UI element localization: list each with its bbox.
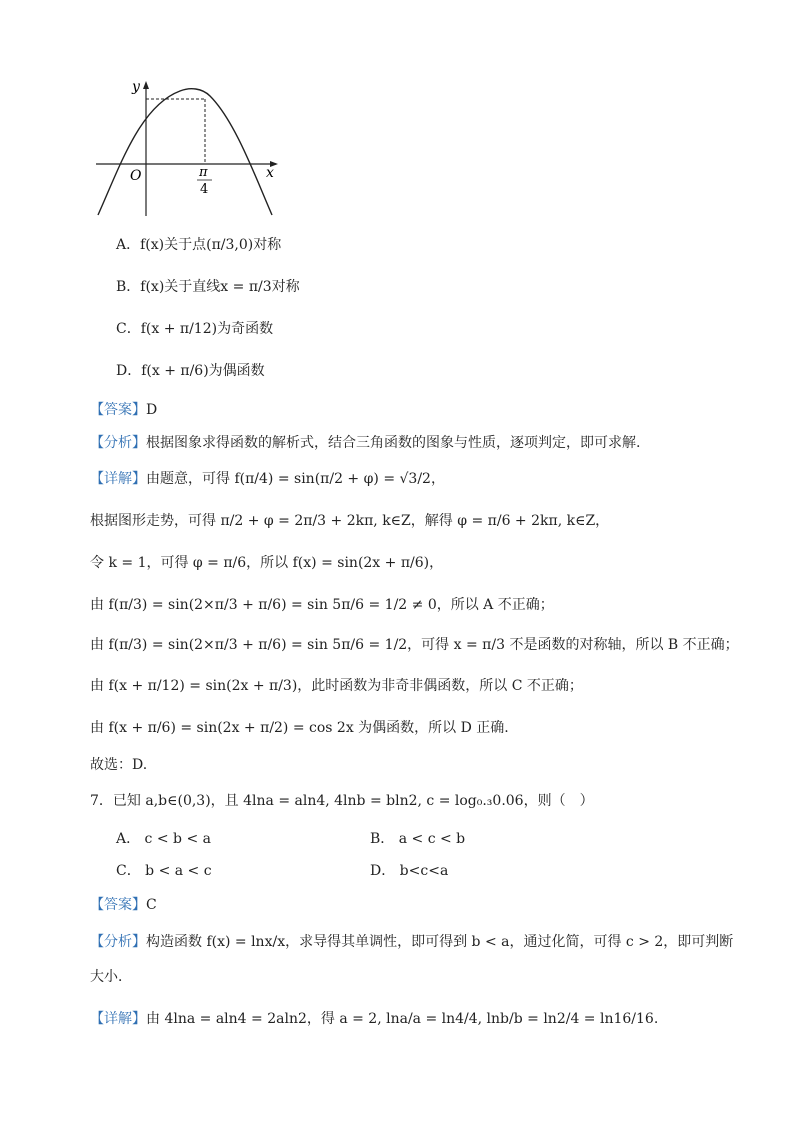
q6-detail-1: 由题意，可得 f(π/4) = sin(π/2 + φ) = √3/2， xyxy=(146,471,445,487)
q6-answer-line xyxy=(90,401,157,419)
y-axis-arrow xyxy=(143,81,149,89)
detail-tag: 【详解】 xyxy=(90,471,146,487)
q6-detail-line-7: 由 f(x + π/6) = sin(2x + π/2) = cos 2x 为偶函数，所以 D 正确. xyxy=(90,720,509,736)
answer-tag: 【答案】 xyxy=(90,897,146,913)
function-graph xyxy=(90,76,290,221)
q6-option-d: D．f(x + π/6)为偶函数 xyxy=(116,363,265,379)
q7-analysis-line-2: 大小． xyxy=(90,969,132,985)
q7-stem: 7．已知 a,b∈(0,3)，且 4lna = aln4, 4lnb = bln2, c = log₀.₃0.06，则（ ） xyxy=(90,793,594,809)
q6-option-a: A．f(x)关于点(π/3,0)对称 xyxy=(116,237,282,253)
answer-tag: 【答案】 xyxy=(90,402,146,418)
q6-detail-line-6: 由 f(x + π/12) = sin(2x + π/3)，此时函数为非奇非偶函数，所以 C 不正确； xyxy=(90,678,583,694)
y-axis-label: y xyxy=(132,79,140,95)
origin-label: O xyxy=(130,168,142,184)
q6-analysis-line xyxy=(90,434,640,452)
q7-answer-line xyxy=(90,896,157,914)
q6-detail-line-3: 令 k = 1，可得 φ = π/6，所以 f(x) = sin(2x + π/6)， xyxy=(90,555,444,571)
analysis-tag: 【分析】 xyxy=(90,934,146,950)
sine-curve xyxy=(98,89,272,215)
q6-option-b: B．f(x)关于直线x = π/3对称 xyxy=(116,279,300,295)
q7-option-b: B． a < c < b xyxy=(370,831,466,847)
x-axis-label: x xyxy=(266,165,274,181)
q6-detail-line-5: 由 f(π/3) = sin(2×π/3 + π/6) = sin 5π/6 = 1/2，可得 x = π/3 不是函数的对称轴，所以 B 不正确； xyxy=(90,637,739,653)
q7-analysis-line-1 xyxy=(90,933,733,951)
q6-option-c: C．f(x + π/12)为奇函数 xyxy=(116,321,274,337)
q7-answer: C xyxy=(146,897,157,913)
analysis-tag: 【分析】 xyxy=(90,435,146,451)
q6-analysis: 根据图象求得函数的解析式，结合三角函数的图象与性质，逐项判定，即可求解. xyxy=(146,435,641,451)
tick-label-denominator: 4 xyxy=(200,182,209,197)
q7-option-d: D． b<c<a xyxy=(370,863,449,879)
q6-detail-line-4: 由 f(π/3) = sin(2×π/3 + π/6) = sin 5π/6 = 1/2 ≠ 0，所以 A 不正确； xyxy=(90,597,554,613)
q6-detail-line-1 xyxy=(90,470,445,488)
q7-detail-1: 由 4lna = aln4 = 2aln2，得 a = 2, lna/a = ln4/4, lnb/b = ln2/4 = ln16/16. xyxy=(146,1011,659,1027)
q7-detail-line-1 xyxy=(90,1010,658,1028)
q6-conclusion: 故选：D. xyxy=(90,757,148,773)
tick-label-numerator: π xyxy=(199,165,208,180)
q7-analysis-1: 构造函数 f(x) = lnx/x，求导得其单调性，即可得到 b < a，通过化简，可得 c > 2，即可判断 xyxy=(146,934,734,950)
q6-detail-line-2: 根据图形走势，可得 π/2 + φ = 2π/3 + 2kπ, k∈Z，解得 φ = π/6 + 2kπ, k∈Z， xyxy=(90,513,610,529)
q7-option-a: A． c < b < a xyxy=(116,831,211,847)
q6-answer: D xyxy=(146,402,158,418)
detail-tag: 【详解】 xyxy=(90,1011,146,1027)
q7-option-c: C． b < a < c xyxy=(116,863,212,879)
